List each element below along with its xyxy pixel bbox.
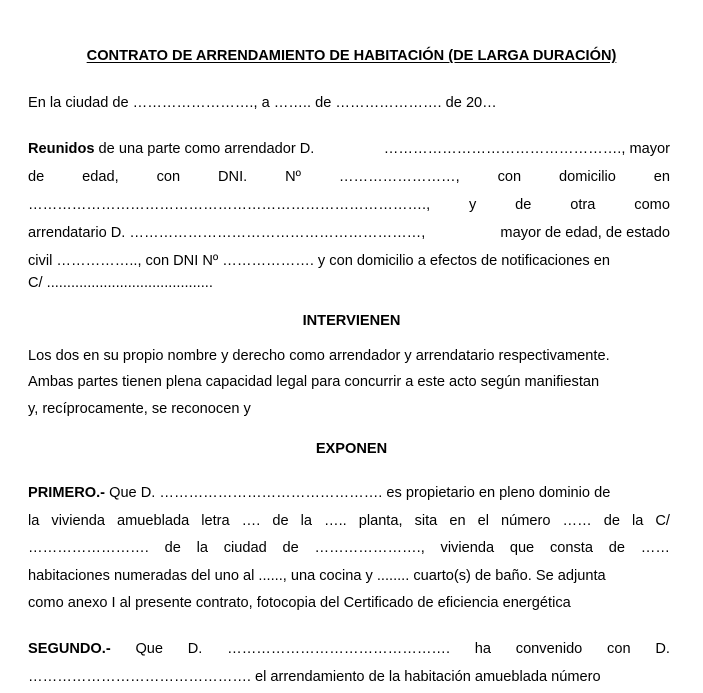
primero-line-2-word: ….. xyxy=(323,513,347,529)
segundo-line-1-word: D. xyxy=(655,641,670,657)
reunidos-line-1-text: de una parte como arrendador D. xyxy=(98,141,315,157)
segundo-line-1-word: Que xyxy=(135,641,164,657)
primero-line-1 xyxy=(28,484,670,502)
primero-line-3-word: de xyxy=(282,540,299,556)
intro-line: En la ciudad de ……………………., a …….. de …………………. de 20… xyxy=(28,95,497,111)
segundo-line-1-word: con xyxy=(607,641,631,657)
primero-line-2-word: el xyxy=(477,513,489,529)
reunidos-line-3 xyxy=(28,196,670,214)
reunidos-line-2-word: domicilio xyxy=(559,169,616,185)
reunidos-line-2-word: con xyxy=(497,169,522,185)
reunidos-line-3-word: otra xyxy=(570,197,596,213)
reunidos-line-3-word: ………………………………………………………………………., xyxy=(28,197,431,213)
reunidos-line-1-left xyxy=(28,140,314,158)
segundo-line-2: ………………………………………. el arrendamiento de la habitación amueblada número xyxy=(28,669,601,685)
reunidos-line-4-right: mayor de edad, de estado xyxy=(500,225,670,241)
reunidos-line-2-word: con xyxy=(156,169,181,185)
reunidos-line-2-word: DNI. xyxy=(218,169,248,185)
reunidos-line-4 xyxy=(28,224,670,242)
exponen-heading: EXPONEN xyxy=(315,441,388,457)
primero-line-2 xyxy=(28,512,670,530)
intervienen-line-3: y, recíprocamente, se reconocen y xyxy=(28,401,251,417)
reunidos-line-5: civil …………….., con DNI Nº ………………. y con domicilio a efectos de notificaciones en xyxy=(28,253,610,269)
reunidos-line-6: C/ ......................................... xyxy=(28,275,213,291)
primero-line-5: como anexo I al presente contrato, fotocopia del Certificado de eficiencia energética xyxy=(28,595,571,611)
primero-line-2-word: …… xyxy=(562,513,592,529)
reunidos-label: Reunidos xyxy=(28,141,95,157)
primero-line-2-word: de xyxy=(603,513,620,529)
primero-line-2-word: de xyxy=(272,513,289,529)
document-title: CONTRATO DE ARRENDAMIENTO DE HABITACIÓN (DE LARGA DURACIÓN) xyxy=(86,48,617,64)
intervienen-heading: INTERVIENEN xyxy=(302,313,401,329)
primero-line-3-word: vivienda xyxy=(440,540,495,556)
intervienen-line-2: Ambas partes tienen plena capacidad legal para concurrir a este acto según manifiestan xyxy=(28,374,600,390)
reunidos-line-3-word: de xyxy=(515,197,532,213)
segundo-line-1-word: D. xyxy=(187,641,203,657)
reunidos-line-2-word: ……………………, xyxy=(338,169,460,185)
reunidos-line-3-word: como xyxy=(634,197,670,213)
reunidos-line-1 xyxy=(28,140,670,158)
reunidos-line-2-word: en xyxy=(653,169,670,185)
segundo-line-1-word: ha xyxy=(474,641,492,657)
segundo-label: SEGUNDO.- xyxy=(28,641,111,657)
primero-line-2-word: la xyxy=(28,513,40,529)
reunidos-line-1-dots: …………………………………………., mayor xyxy=(383,141,670,157)
primero-line-2-word: número xyxy=(500,513,551,529)
primero-line-3-word: de xyxy=(164,540,181,556)
segundo-line-1-word: convenido xyxy=(515,641,583,657)
primero-line-3-word: la xyxy=(196,540,208,556)
reunidos-line-2-word: de xyxy=(28,169,45,185)
intervienen-line-1: Los dos en su propio nombre y derecho como arrendador y arrendatario respectivamente. xyxy=(28,348,610,364)
segundo-line-1 xyxy=(28,640,670,658)
primero-line-2-word: la xyxy=(631,513,644,529)
primero-line-3-word: ciudad xyxy=(223,540,267,556)
reunidos-line-2 xyxy=(28,168,670,186)
primero-line-2-word: la xyxy=(300,513,312,529)
primero-line-3-word: consta xyxy=(549,540,593,556)
reunidos-line-4-left: arrendatario D. ……………………………………………………, xyxy=(28,225,426,241)
reunidos-line-2-word: Nº xyxy=(285,169,301,185)
primero-line-3-word: ……………………. xyxy=(28,540,149,556)
reunidos-line-2-word: edad, xyxy=(82,169,119,185)
segundo-line-1-word: ………………………………………. xyxy=(227,641,451,657)
primero-line-3 xyxy=(28,539,670,557)
primero-line-1-text: Que D. ………………………………………. es propietario en pleno dominio de xyxy=(109,485,611,501)
primero-line-2-word: …. xyxy=(241,513,261,529)
primero-label: PRIMERO.- xyxy=(28,485,106,501)
primero-line-3-word: que xyxy=(509,540,535,556)
primero-line-3-word: …………………., xyxy=(314,540,425,556)
primero-line-2-word: C/ xyxy=(655,513,670,529)
primero-line-2-word: planta, xyxy=(358,513,403,529)
primero-line-2-word: letra xyxy=(201,513,230,529)
primero-line-3-word: …… xyxy=(640,540,670,556)
primero-line-3-word: de xyxy=(608,540,625,556)
reunidos-line-3-word: y xyxy=(469,197,477,213)
primero-line-4: habitaciones numeradas del uno al ......, una cocina y ........ cuarto(s) de baño. Se adjunta xyxy=(28,568,606,584)
primero-line-2-word: sita xyxy=(414,513,438,529)
primero-line-2-word: en xyxy=(449,513,466,529)
primero-line-2-word: vivienda xyxy=(51,513,105,529)
primero-line-2-word: amueblada xyxy=(116,513,190,529)
